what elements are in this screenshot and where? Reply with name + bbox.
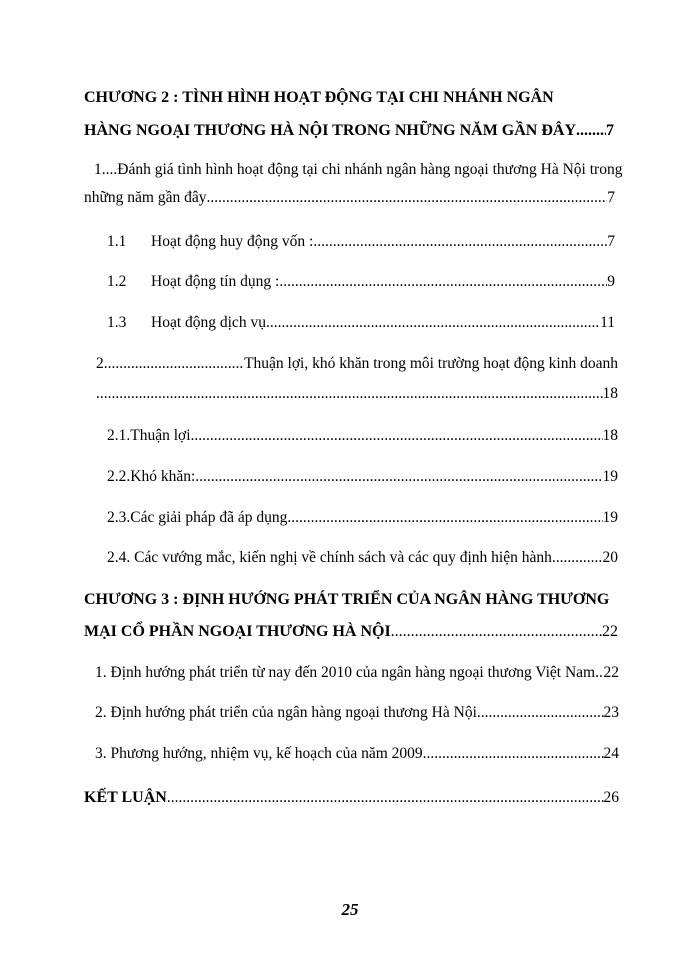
toc-entry-text: 1. Định hướng phát triển từ nay đến 2010 của ngân hàng ngoại thương Việt Nam <box>95 664 596 681</box>
toc-leader-dots <box>576 121 606 141</box>
toc-section-2-line2 <box>96 384 618 404</box>
toc-entry-text: Hoạt động dịch vụ <box>151 314 266 331</box>
toc-page-number: 20 <box>602 549 618 566</box>
toc-entry-2-3 <box>107 508 618 528</box>
toc-entry-text: 2.4. Các vướng mắc, kiến nghị về chính sách và các quy định hiện hành <box>107 549 552 566</box>
toc-page-number: 22 <box>602 623 618 640</box>
toc-leader-dots <box>195 467 602 487</box>
toc-conclusion-title: KẾT LUẬN <box>84 789 167 806</box>
toc-entry-1-3 <box>107 313 615 333</box>
toc-entry-3-3 <box>95 744 619 764</box>
toc-entry-1-1 <box>107 232 615 252</box>
toc-page-number: 19 <box>602 509 618 526</box>
toc-leader-dots <box>391 622 602 642</box>
toc-leader-dots <box>167 788 604 808</box>
toc-entry-number: 1.1 <box>107 233 127 250</box>
toc-entry-2-4 <box>107 548 618 568</box>
toc-entry-2-2 <box>107 467 618 487</box>
toc-entry-number: 1.2 <box>107 273 127 290</box>
toc-section-1-entry <box>84 188 615 208</box>
toc-chapter-3-entry <box>84 622 618 642</box>
toc-entry-number: 1.3 <box>107 314 127 331</box>
toc-leader-dots <box>266 313 600 333</box>
toc-page-number: 7 <box>607 189 615 206</box>
toc-section-2-text: Thuận lợi, khó khăn trong môi trường hoạt động kinh doanh <box>244 355 618 372</box>
toc-entry-text: Hoạt động huy động vốn : <box>151 233 314 250</box>
toc-section-2-line1 <box>96 354 618 374</box>
toc-page-number: 9 <box>607 273 615 290</box>
toc-section-1-line2: những năm gần đây <box>84 189 207 206</box>
toc-page-number: 18 <box>602 385 618 402</box>
toc-page-number: 23 <box>603 704 619 721</box>
toc-section-2-prefix: 2. <box>96 355 108 372</box>
toc-leader-dots <box>108 354 244 374</box>
toc-entry-text: 2.2.Khó khăn: <box>107 468 196 485</box>
toc-chapter-3-title-line2: MẠI CỔ PHẦN NGOẠI THƯƠNG HÀ NỘI <box>84 623 391 640</box>
toc-page-number: 22 <box>603 664 619 681</box>
toc-leader-dots <box>313 232 607 252</box>
toc-entry-text: 2. Định hướng phát triển của ngân hàng ngoại thương Hà Nội <box>95 704 477 721</box>
toc-leader-dots <box>595 663 603 683</box>
toc-leader-dots <box>287 508 602 528</box>
toc-page-number: 26 <box>603 789 619 806</box>
toc-leader-dots <box>423 744 604 764</box>
toc-leader-dots <box>477 703 604 723</box>
toc-leader-dots <box>279 272 607 292</box>
toc-chapter-2-entry <box>84 121 614 141</box>
toc-page-number: 19 <box>602 468 618 485</box>
toc-chapter-2-title-line1: CHƯƠNG 2 : TÌNH HÌNH HOẠT ĐỘNG TẠI CHI NHÁNH NGÂN <box>84 89 554 106</box>
toc-section-1-line1: 1....Đánh giá tình hình hoạt động tại chi nhánh ngân hàng ngoại thương Hà Nội trong <box>94 161 623 178</box>
toc-page-number: 24 <box>603 745 619 762</box>
toc-leader-dots <box>96 384 603 404</box>
toc-page-number: 11 <box>600 314 615 331</box>
toc-entry-2-1 <box>107 426 618 446</box>
footer-page-number: 25 <box>341 900 359 919</box>
toc-entry-text: Hoạt động tín dụng : <box>151 273 280 290</box>
toc-leader-dots <box>191 426 603 446</box>
toc-entry-1-2 <box>107 272 615 292</box>
toc-entry-text: 2.1.Thuận lợi <box>107 427 191 444</box>
toc-entry-text: 2.3.Các giải pháp đã áp dụng <box>107 509 288 526</box>
toc-page-number: 18 <box>602 427 618 444</box>
toc-chapter-3-title-line1: CHƯƠNG 3 : ĐỊNH HƯỚNG PHÁT TRIỂN CỦA NGÂN HÀNG THƯƠNG <box>84 591 610 608</box>
toc-entry-3-2 <box>95 703 619 723</box>
toc-conclusion-entry <box>84 788 619 808</box>
toc-leader-dots <box>552 548 603 568</box>
toc-leader-dots <box>206 188 607 208</box>
toc-page-number: 7 <box>607 233 615 250</box>
toc-chapter-2-title-line2: HÀNG NGOẠI THƯƠNG HÀ NỘI TRONG NHỮNG NĂM GẦN ĐÂY <box>84 122 577 139</box>
toc-entry-3-1 <box>95 663 619 683</box>
toc-page-number: 7 <box>606 122 614 139</box>
toc-entry-text: 3. Phương hướng, nhiệm vụ, kế hoạch của năm 2009 <box>95 745 423 762</box>
